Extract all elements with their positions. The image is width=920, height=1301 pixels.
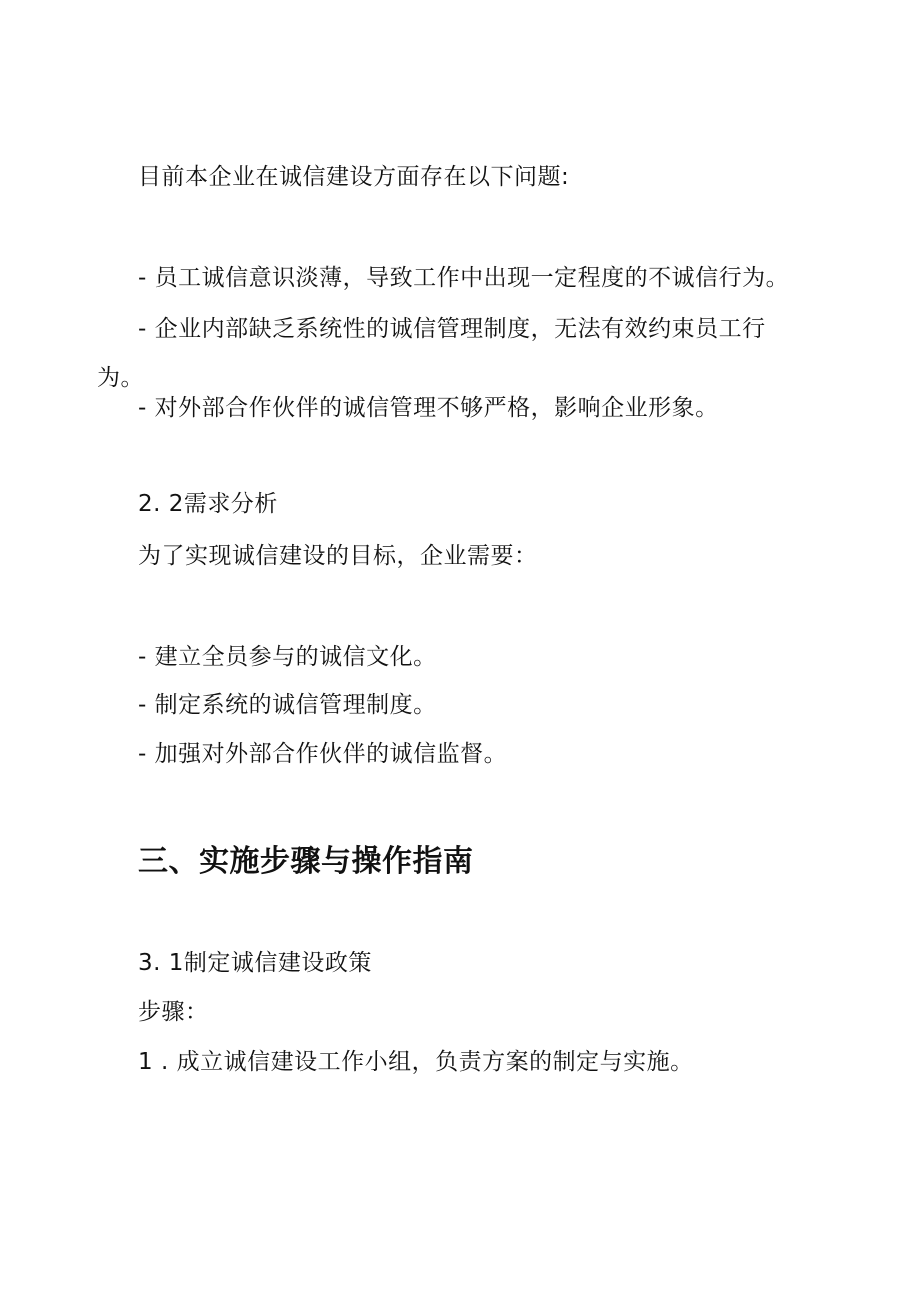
- chapter-title-3: 三、实施步骤与操作指南: [138, 844, 474, 879]
- problem-item: - 员工诚信意识淡薄，导致工作中出现一定程度的不诚信行为。: [138, 265, 790, 291]
- section-title-2-2: 2. 2需求分析: [138, 491, 278, 517]
- need-item: - 加强对外部合作伙伴的诚信监督。: [138, 741, 508, 767]
- problem-item: - 企业内部缺乏系统性的诚信管理制度，无法有效约束员工行: [138, 316, 766, 342]
- section-title-3-1: 3. 1制定诚信建设政策: [138, 950, 372, 976]
- step-item: 1 . 成立诚信建设工作小组，负责方案的制定与实施。: [138, 1049, 694, 1075]
- problems-intro: 目前本企业在诚信建设方面存在以下问题:: [138, 164, 570, 190]
- problem-item: - 对外部合作伙伴的诚信管理不够严格，影响企业形象。: [138, 395, 719, 421]
- needs-intro: 为了实现诚信建设的目标，企业需要：: [138, 543, 538, 569]
- problem-item-continuation: 为。: [97, 365, 144, 391]
- need-item: - 建立全员参与的诚信文化。: [138, 644, 437, 670]
- need-item: - 制定系统的诚信管理制度。: [138, 692, 437, 718]
- steps-label: 步骤：: [138, 999, 209, 1025]
